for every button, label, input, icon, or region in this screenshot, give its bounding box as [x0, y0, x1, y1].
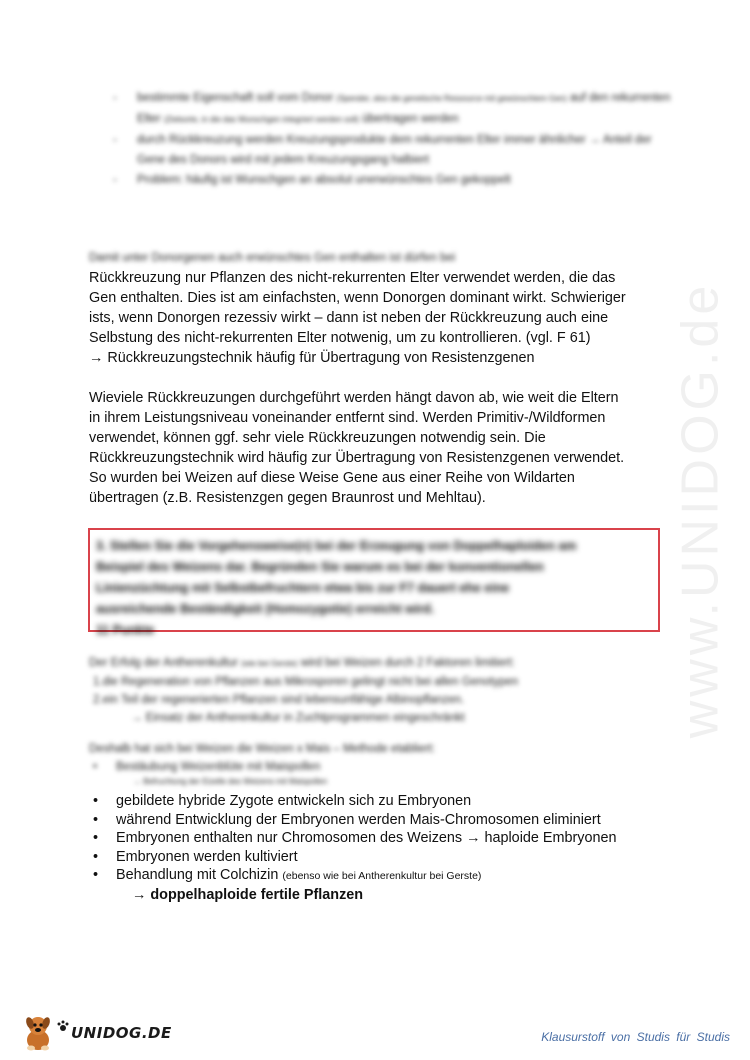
unidog-logo	[22, 1013, 172, 1053]
paragraph-wieviele	[89, 388, 689, 508]
list-item: - Problem: häufig ist Wunschgen an absolut unerwünschtes Gen gekoppelt	[113, 170, 673, 190]
list-item: → Einsatz der Antherenkultur in Zuchtprogrammen eingeschränkt	[131, 712, 465, 724]
paragraph-line: Wieviele Rückkreuzungen durchgeführt werden hängt davon ab, wie weit die Eltern	[89, 390, 619, 406]
paw-icon	[57, 1020, 69, 1032]
paragraph-line: Selbstung des nicht-rekurrenten Elter notwenig, um zu kontrollieren. (vgl. F 61)	[89, 330, 591, 346]
footer-tagline: Klausurstoff von Studis für Studis	[541, 1030, 730, 1044]
paragraph-rueckkreuzung	[89, 248, 689, 368]
section-intro: Der Erfolg der Antherenkultur (wie bei Gerste) wird bei Weizen durch 2 Faktoren limitiert:	[89, 657, 515, 669]
paragraph-line: Rückkreuzungstechnik wird häufig zur Übertragung von Resistenzgenen verwendet.	[89, 450, 625, 466]
antherenkultur-section	[89, 654, 689, 727]
list-item: 1.die Regeneration von Pflanzen aus Mikrosporen gelingt nicht bei allen Genotypen	[93, 676, 519, 688]
list-item: → Befruchtung der Eizelle des Weizens mit Maispollen	[133, 777, 328, 786]
list-item: - durch Rückkreuzung werden Kreuzungsprodukte dem rekurrenten Elter immer ähnlicher → Anteil der Gene des Donors wird mit jedem Kreuzungsgang halbiert	[113, 130, 673, 170]
logo-text: UNIDOG.DE	[71, 1024, 172, 1042]
paragraph-line: verwendet, können ggf. sehr viele Rückkreuzungen notwendig sein. Die	[89, 430, 546, 446]
exam-question-box	[88, 528, 660, 637]
paragraph-line: übertragen (z.B. Resistenzgen gegen Braunrost und Mehltau).	[89, 490, 486, 506]
paragraph-line: in ihrem Leistungsniveau voneinander entfernt sind. Werden Primitiv-/Wildformen	[89, 410, 606, 426]
list-item: 2.ein Teil der regenerierten Pflanzen sind lebensunfähige Albinopflanzen.	[93, 694, 465, 706]
paragraph-line: Rückkreuzung nur Pflanzen des nicht-rekurrenten Elter verwendet werden, die das	[89, 270, 616, 286]
list-item: • gebildete hybride Zygote entwickeln sich zu Embryonen	[89, 792, 709, 811]
mais-methode-bullets	[89, 792, 709, 904]
exam-question-text: 3. Stellen Sie die Vorgehensweise(n) bei der Erzeugung von Doppelhaploiden am Beispiel des Weizens dar. Begründen Sie warum es bei der konventionellen Linienzüchtung mit Selbstbefruchtern etwa bis zur F7 dauert ehe eine ausreichende Beständigkeit (Homozygotie) erreicht wird. 11 Punkte	[96, 536, 652, 641]
result-line: → doppelhaploide fertile Pflanzen	[132, 886, 364, 903]
paragraph-line: ists, wenn Donorgen rezessiv wirkt – dann ist neben der Rückkreuzung auch eine	[89, 310, 609, 326]
mais-methode-intro: Deshalb hat sich bei Weizen die Weizen x Mais – Methode etabliert: • Bestäubung Weizenblüte mit Maispollen → Befruchtung der Eizelle des Weizens mit Maispollen	[89, 740, 689, 788]
top-bullet-list	[113, 88, 673, 190]
paragraph-line: So wurden bei Weizen auf diese Weise Gene aus einer Reihe von Wildarten	[89, 470, 575, 486]
list-item: • Behandlung mit Colchizin (ebenso wie bei Antherenkultur bei Gerste)	[89, 866, 709, 886]
list-item: • Embryonen werden kultiviert	[89, 848, 709, 867]
paragraph-line-blurred: Damit unter Donorgenen auch erwünschtes Gen enthalten ist dürfen bei	[89, 252, 456, 264]
list-item: • während Entwicklung der Embryonen werden Mais-Chromosomen eliminiert	[89, 811, 709, 830]
paragraph-line: → Rückkreuzungstechnik häufig für Übertragung von Resistenzgenen	[89, 350, 535, 366]
paragraph-line: Gen enthalten. Dies ist am einfachsten, wenn Donorgen dominant wirkt. Schwieriger	[89, 290, 626, 306]
list-item: • Bestäubung Weizenblüte mit Maispollen	[93, 761, 321, 773]
watermark-text: www.UNIDOG.de	[671, 281, 729, 739]
exam-question-points: 11 Punkte	[96, 623, 155, 637]
list-item: • Embryonen enthalten nur Chromosomen des Weizens → haploide Embryonen	[89, 829, 709, 848]
dog-icon	[22, 1014, 56, 1052]
list-item: - bestimmte Eigenschaft soll vom Donor (Spender, also die genetische Ressource mit gewünschtem Gen) auf den rekurrenten Elter (Zielsorte, in die das Wunschgen integriert werden soll) übertragen werden	[113, 88, 673, 130]
